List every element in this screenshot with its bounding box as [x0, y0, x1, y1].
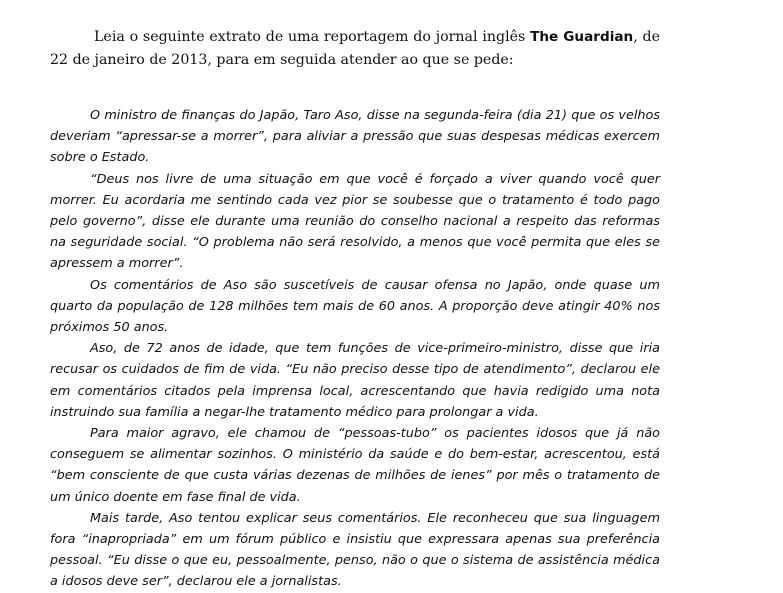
intro-text-before: Leia o seguinte extrato de uma reportagem do jornal inglês	[94, 29, 531, 45]
article-paragraph-1: O ministro de finanças do Japão, Taro Aso, disse na segunda-feira (dia 21) que os velhos deveriam “apressar-se a morrer”, para aliviar a pressão que suas despesas médicas exercem sobre o Estado.	[50, 108, 660, 166]
article-excerpt	[50, 105, 660, 593]
intro-paragraph	[50, 26, 660, 72]
article-paragraph-5: Para maior agravo, ele chamou de “pessoas-tubo” os pacientes idosos que já não conseguem se alimentar sozinhos. O ministério da saúde e do bem-estar, acrescentou, está “bem consciente de que custa várias dezenas de milhões de ienes” por mês o tratamento de um único doente em fase final de vida.	[50, 426, 660, 505]
article-paragraph-6: Mais tarde, Aso tentou explicar seus comentários. Ele reconheceu que sua linguagem fora “inapropriada” em um fórum público e insistiu que expressara apenas sua preferência pessoal. “Eu disse o que eu, pessoalmente, penso, não o que o sistema de assistência médica a idosos deve ser”, declarou ele a jornalistas.	[50, 510, 660, 590]
article-paragraph-3: Os comentários de Aso são suscetíveis de causar ofensa no Japão, onde quase um quarto da população de 128 milhões tem mais de 60 anos. A proporção deve atingir 40% nos próximos 50 anos.	[50, 277, 660, 336]
article-paragraph-2: “Deus nos livre de uma situação em que você é forçado a viver quando você quer morrer. Eu acordaria me sentindo cada vez pior se soubesse que o tratamento é todo pago pelo governo”, disse ele durante uma reunião do conselho nacional a respeito das reformas na seguridade social. “O problema não será resolvido, a menos que você permita que eles se apressem a morrer”.	[50, 171, 660, 272]
intro-text-after: , de 22 de janeiro de 2013, para em seguida atender ao que se pede:	[50, 29, 661, 68]
newspaper-name: The Guardian	[530, 29, 634, 45]
article-paragraph-4: Aso, de 72 anos de idade, que tem funções de vice-primeiro-ministro, disse que iria recusar os cuidados de fim de vida. “Eu não preciso desse tipo de atendimento”, declarou ele em comentários citados pela imprensa local, acrescentando que havia redigido uma nota instruindo sua família a negar-lhe tratamento médico para prolongar a vida.	[50, 341, 660, 420]
